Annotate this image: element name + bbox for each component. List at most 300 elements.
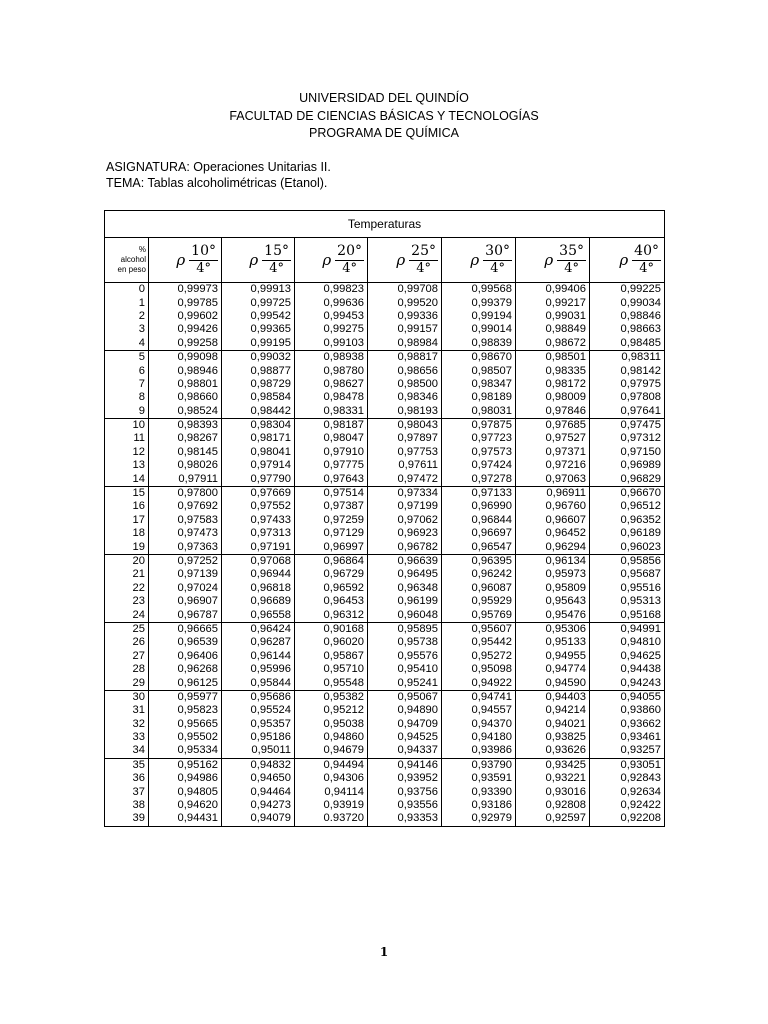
density-cell: 0,95476	[516, 608, 590, 622]
table-row	[105, 718, 665, 731]
table-row	[105, 650, 665, 663]
density-cell: 0,96242	[442, 568, 516, 581]
percent-cell: 19	[105, 540, 149, 554]
density-cell: 0,98663	[590, 323, 665, 336]
density-cell: 0,95844	[222, 676, 295, 690]
asignatura-line	[106, 159, 331, 175]
density-cell: 0,96689	[222, 595, 295, 608]
percent-cell: 38	[105, 799, 149, 812]
percent-cell: 12	[105, 446, 149, 459]
density-cell: 0,98193	[368, 405, 442, 419]
density-cell: 0,97911	[149, 472, 222, 486]
temperature-fraction	[262, 243, 291, 277]
density-cell: 0,96512	[590, 500, 665, 513]
rho-symbol: ρ	[176, 251, 186, 269]
density-cell: 0,95769	[442, 608, 516, 622]
density-cell: 0,93860	[590, 704, 665, 717]
density-cell: 0,96639	[368, 554, 442, 568]
density-cell: 0,94810	[590, 636, 665, 649]
density-cell: 0,97527	[516, 432, 590, 445]
density-cell: 0,97062	[368, 514, 442, 527]
density-cell: 0,94243	[590, 676, 665, 690]
density-cell: 0,93425	[516, 758, 590, 772]
density-cell: 0,99568	[442, 283, 516, 297]
table-row	[105, 704, 665, 717]
density-cell: 0,95516	[590, 582, 665, 595]
density-cell: 0,94557	[442, 704, 516, 717]
density-cell: 0,93461	[590, 731, 665, 744]
density-cell: 0,97723	[442, 432, 516, 445]
density-cell: 0,97424	[442, 459, 516, 472]
column-header-row	[105, 238, 665, 283]
density-cell: 0,92808	[516, 799, 590, 812]
density-cell: 0,98839	[442, 337, 516, 351]
density-cell: 0,95442	[442, 636, 516, 649]
density-cell: 0,96547	[442, 540, 516, 554]
density-header-1	[222, 238, 295, 283]
percent-symbol: %	[138, 245, 146, 254]
density-cell: 0,97475	[590, 418, 665, 432]
table-row	[105, 459, 665, 472]
density-cell: 0,96907	[149, 595, 222, 608]
density-cell: 0,98171	[222, 432, 295, 445]
density-cell: 0,93790	[442, 758, 516, 772]
table-row	[105, 337, 665, 351]
percent-cell: 5	[105, 350, 149, 364]
density-cell: 0,99157	[368, 323, 442, 336]
percent-cell: 23	[105, 595, 149, 608]
percent-cell: 36	[105, 772, 149, 785]
density-cell: 0,95643	[516, 595, 590, 608]
density-cell: 0,96424	[222, 622, 295, 636]
temperature-numerator: 30°	[485, 243, 510, 259]
percent-cell: 39	[105, 812, 149, 826]
table-row	[105, 744, 665, 758]
density-cell: 0,97433	[222, 514, 295, 527]
density-cell: 0,95212	[295, 704, 368, 717]
density-cell: 0,97278	[442, 472, 516, 486]
table-row	[105, 527, 665, 540]
density-header-5	[516, 238, 590, 283]
temperature-numerator: 10°	[191, 243, 216, 259]
density-cell: 0,97150	[590, 446, 665, 459]
temperature-numerator: 25°	[411, 243, 436, 259]
table-row	[105, 785, 665, 798]
page-number: 1	[379, 945, 389, 959]
density-cell: 0,90168	[295, 622, 368, 636]
density-cell: 0,99194	[442, 310, 516, 323]
density-cell: 0,95823	[149, 704, 222, 717]
density-cell: 0,98801	[149, 378, 222, 391]
percent-cell: 28	[105, 663, 149, 676]
density-cell: 0,97312	[590, 432, 665, 445]
density-cell: 0,93919	[295, 799, 368, 812]
percent-cell: 35	[105, 758, 149, 772]
density-cell: 0,93353	[368, 812, 442, 826]
density-cell: 0,94114	[295, 785, 368, 798]
density-cell: 0,96453	[295, 595, 368, 608]
density-cell: 0,99225	[590, 283, 665, 297]
density-cell: 0,96539	[149, 636, 222, 649]
density-cell: 0,98817	[368, 350, 442, 364]
percent-cell: 16	[105, 500, 149, 513]
density-cell: 0,94679	[295, 744, 368, 758]
density-cell: 0,94991	[590, 622, 665, 636]
tema-value: Tablas alcoholimétricas (Etanol).	[147, 176, 328, 190]
percent-cell: 13	[105, 459, 149, 472]
alcohol-word: alcohol	[120, 255, 146, 264]
density-cell: 0,96607	[516, 514, 590, 527]
percent-cell: 1	[105, 296, 149, 309]
density-cell: 0,94805	[149, 785, 222, 798]
density-cell: 0,96348	[368, 582, 442, 595]
density-cell: 0,97641	[590, 405, 665, 419]
temperature-fraction	[483, 243, 512, 277]
density-cell: 0,95186	[222, 731, 295, 744]
density-cell: 0,94774	[516, 663, 590, 676]
percent-cell: 6	[105, 364, 149, 377]
density-cell: 0,95548	[295, 676, 368, 690]
density-formula	[516, 243, 589, 277]
density-cell: 0,93626	[516, 744, 590, 758]
rho-symbol: ρ	[396, 251, 406, 269]
density-cell: 0,99913	[222, 283, 295, 297]
density-cell: 0,94955	[516, 650, 590, 663]
table-row	[105, 310, 665, 323]
temperature-denominator: 4°	[416, 261, 431, 276]
density-cell: 0,98041	[222, 446, 295, 459]
density-cell: 0,97583	[149, 514, 222, 527]
table-row	[105, 472, 665, 486]
density-cell: 0,94832	[222, 758, 295, 772]
density-cell: 0,94494	[295, 758, 368, 772]
density-cell: 0,98984	[368, 337, 442, 351]
density-cell: 0,96944	[222, 568, 295, 581]
density-cell: 0,93986	[442, 744, 516, 758]
density-cell: 0,96048	[368, 608, 442, 622]
density-cell: 0,99032	[222, 350, 295, 364]
density-cell: 0,98656	[368, 364, 442, 377]
density-cell: 0,96199	[368, 595, 442, 608]
percent-cell: 8	[105, 391, 149, 404]
density-cell: 0,99542	[222, 310, 295, 323]
density-cell: 0,99014	[442, 323, 516, 336]
density-cell: 0,97472	[368, 472, 442, 486]
density-cell: 0,97685	[516, 418, 590, 432]
density-cell: 0,96287	[222, 636, 295, 649]
density-cell: 0,96189	[590, 527, 665, 540]
density-cell: 0,98524	[149, 405, 222, 419]
density-cell: 0,96312	[295, 608, 368, 622]
density-cell: 0,96760	[516, 500, 590, 513]
rho-symbol: ρ	[619, 251, 629, 269]
density-cell: 0,95867	[295, 650, 368, 663]
density-cell: 0,98026	[149, 459, 222, 472]
density-header-2	[295, 238, 368, 283]
density-cell: 0,93825	[516, 731, 590, 744]
temperature-denominator: 4°	[639, 261, 654, 276]
density-formula	[590, 243, 664, 277]
density-cell: 0,95738	[368, 636, 442, 649]
density-cell: 0,96020	[295, 636, 368, 649]
percent-cell: 22	[105, 582, 149, 595]
density-cell: 0,94021	[516, 718, 590, 731]
density-cell: 0,98485	[590, 337, 665, 351]
density-cell: 0,94438	[590, 663, 665, 676]
temperature-fraction	[632, 243, 661, 277]
density-cell: 0,98311	[590, 350, 665, 364]
density-formula	[222, 243, 294, 277]
density-cell: 0,94860	[295, 731, 368, 744]
density-cell: 0,97473	[149, 527, 222, 540]
percent-cell: 0	[105, 283, 149, 297]
density-cell: 0,97800	[149, 486, 222, 500]
density-cell: 0,94146	[368, 758, 442, 772]
table-row	[105, 514, 665, 527]
program-name: PROGRAMA DE QUÍMICA	[308, 126, 460, 140]
density-cell: 0,95241	[368, 676, 442, 690]
density-cell: 0,99785	[149, 296, 222, 309]
density-cell: 0,97313	[222, 527, 295, 540]
density-formula	[149, 243, 221, 277]
percent-cell: 20	[105, 554, 149, 568]
percent-cell: 9	[105, 405, 149, 419]
density-cell: 0,98501	[516, 350, 590, 364]
density-cell: 0,96864	[295, 554, 368, 568]
density-cell: 0,98031	[442, 405, 516, 419]
density-cell: 0,95334	[149, 744, 222, 758]
table-row	[105, 391, 665, 404]
density-cell: 0,96923	[368, 527, 442, 540]
density-formula	[295, 243, 367, 277]
density-cell: 0,95410	[368, 663, 442, 676]
density-cell: 0,98507	[442, 364, 516, 377]
density-cell: 0,98584	[222, 391, 295, 404]
density-cell: 0,98346	[368, 391, 442, 404]
density-cell: 0,98189	[442, 391, 516, 404]
density-cell: 0,97573	[442, 446, 516, 459]
percent-cell: 21	[105, 568, 149, 581]
density-cell: 0,98142	[590, 364, 665, 377]
density-cell: 0,93016	[516, 785, 590, 798]
density-cell: 0,99217	[516, 296, 590, 309]
density-cell: 0,95272	[442, 650, 516, 663]
table-row	[105, 486, 665, 500]
density-cell: 0,98347	[442, 378, 516, 391]
density-cell: 0,94337	[368, 744, 442, 758]
density-cell: 0,97808	[590, 391, 665, 404]
table-row	[105, 283, 665, 297]
density-cell: 0,97191	[222, 540, 295, 554]
temperature-denominator: 4°	[269, 261, 284, 276]
percent-cell: 17	[105, 514, 149, 527]
density-cell: 0,97133	[442, 486, 516, 500]
density-cell: 0,97552	[222, 500, 295, 513]
tema-label: TEMA:	[106, 176, 145, 190]
density-cell: 0,92979	[442, 812, 516, 826]
density-cell: 0,96818	[222, 582, 295, 595]
temperature-denominator: 4°	[342, 261, 357, 276]
density-cell: 0,93390	[442, 785, 516, 798]
asignatura-label: ASIGNATURA:	[106, 160, 190, 174]
density-cell: 0,98172	[516, 378, 590, 391]
density-cell: 0,99275	[295, 323, 368, 336]
density-cell: 0,97669	[222, 486, 295, 500]
density-cell: 0,98187	[295, 418, 368, 432]
density-cell: 0,96697	[442, 527, 516, 540]
density-cell: 0,99258	[149, 337, 222, 351]
density-cell: 0,98660	[149, 391, 222, 404]
density-header-6	[590, 238, 665, 283]
percent-cell: 27	[105, 650, 149, 663]
density-cell: 0,92843	[590, 772, 665, 785]
rho-symbol: ρ	[322, 251, 332, 269]
density-header-3	[368, 238, 442, 283]
density-cell: 0,98729	[222, 378, 295, 391]
density-cell: 0,96023	[590, 540, 665, 554]
table-row	[105, 636, 665, 649]
density-cell: 0,93257	[590, 744, 665, 758]
density-cell: 0,94709	[368, 718, 442, 731]
density-cell: 0,98393	[149, 418, 222, 432]
density-cell: 0,98442	[222, 405, 295, 419]
density-cell: 0,94306	[295, 772, 368, 785]
subject-block	[106, 159, 331, 191]
density-cell: 0,98009	[516, 391, 590, 404]
density-cell: 0,99636	[295, 296, 368, 309]
density-cell: 0,97252	[149, 554, 222, 568]
density-cell: 0,99453	[295, 310, 368, 323]
percent-cell: 7	[105, 378, 149, 391]
table-body	[105, 283, 665, 827]
density-cell: 0,97611	[368, 459, 442, 472]
density-cell: 0,97897	[368, 432, 442, 445]
university-name: UNIVERSIDAD DEL QUINDÍO	[299, 91, 469, 105]
percent-cell: 10	[105, 418, 149, 432]
percent-cell: 33	[105, 731, 149, 744]
temperature-numerator: 20°	[337, 243, 362, 259]
density-cell: 0,96495	[368, 568, 442, 581]
percent-cell: 34	[105, 744, 149, 758]
percent-cell: 2	[105, 310, 149, 323]
density-cell: 0,97139	[149, 568, 222, 581]
density-cell: 0,95306	[516, 622, 590, 636]
density-cell: 0,99103	[295, 337, 368, 351]
density-cell: 0,95686	[222, 690, 295, 704]
density-cell: 0,98047	[295, 432, 368, 445]
density-cell: 0,95973	[516, 568, 590, 581]
density-cell: 0,95665	[149, 718, 222, 731]
density-cell: 0,93186	[442, 799, 516, 812]
density-cell: 0,92597	[516, 812, 590, 826]
faculty-name: FACULTAD DE CIENCIAS BÁSICAS Y TECNOLOGÍAS	[229, 108, 539, 123]
density-cell: 0,96670	[590, 486, 665, 500]
density-cell: 0,98938	[295, 350, 368, 364]
density-cell: 0,97371	[516, 446, 590, 459]
density-cell: 0,94986	[149, 772, 222, 785]
density-cell: 0,99379	[442, 296, 516, 309]
density-cell: 0,94180	[442, 731, 516, 744]
density-formula	[442, 243, 515, 277]
density-cell: 0,94741	[442, 690, 516, 704]
density-cell: 0,95856	[590, 554, 665, 568]
density-cell: 0,97790	[222, 472, 295, 486]
temperature-denominator: 4°	[490, 261, 505, 276]
percent-cell: 29	[105, 676, 149, 690]
density-cell: 0,95313	[590, 595, 665, 608]
density-cell: 0,94214	[516, 704, 590, 717]
density-cell: 0,97875	[442, 418, 516, 432]
density-cell: 0,97334	[368, 486, 442, 500]
density-header-0	[149, 238, 222, 283]
density-cell: 0,99426	[149, 323, 222, 336]
density-cell: 0,94079	[222, 812, 295, 826]
alcohol-density-table	[104, 210, 665, 827]
density-cell: 0,94590	[516, 676, 590, 690]
percent-cell: 24	[105, 608, 149, 622]
density-cell: 0,98877	[222, 364, 295, 377]
density-cell: 0,94464	[222, 785, 295, 798]
density-cell: 0,95038	[295, 718, 368, 731]
density-cell: 0,97068	[222, 554, 295, 568]
percent-cell: 37	[105, 785, 149, 798]
temperature-numerator: 40°	[634, 243, 659, 259]
density-cell: 0,96844	[442, 514, 516, 527]
density-cell: 0,96268	[149, 663, 222, 676]
density-cell: 0,97643	[295, 472, 368, 486]
density-cell: 0,98780	[295, 364, 368, 377]
density-cell: 0,96558	[222, 608, 295, 622]
temperature-fraction	[409, 243, 438, 277]
table-row	[105, 554, 665, 568]
density-cell: 0,99098	[149, 350, 222, 364]
density-cell: 0,97259	[295, 514, 368, 527]
percent-cell: 26	[105, 636, 149, 649]
density-cell: 0,96782	[368, 540, 442, 554]
density-cell: 0,96087	[442, 582, 516, 595]
temperature-fraction	[189, 243, 218, 277]
table-row	[105, 690, 665, 704]
density-cell: 0,94625	[590, 650, 665, 663]
density-cell: 0,99031	[516, 310, 590, 323]
rho-symbol: ρ	[249, 251, 259, 269]
table-row	[105, 799, 665, 812]
density-cell: 0,97753	[368, 446, 442, 459]
density-cell: 0,95098	[442, 663, 516, 676]
table-row	[105, 364, 665, 377]
density-cell: 0,99406	[516, 283, 590, 297]
temperature-denominator: 4°	[564, 261, 579, 276]
density-cell: 0,92422	[590, 799, 665, 812]
density-cell: 0,99823	[295, 283, 368, 297]
density-cell: 0,94403	[516, 690, 590, 704]
density-cell: 0,93662	[590, 718, 665, 731]
tema-line	[106, 175, 331, 191]
document-header	[0, 90, 768, 143]
density-cell: 0,95168	[590, 608, 665, 622]
density-cell: 0,92208	[590, 812, 665, 826]
percent-cell: 25	[105, 622, 149, 636]
density-cell: 0,99725	[222, 296, 295, 309]
density-cell: 0,96665	[149, 622, 222, 636]
density-cell: 0,98846	[590, 310, 665, 323]
density-cell: 0,97514	[295, 486, 368, 500]
table-row	[105, 568, 665, 581]
density-cell: 0,94370	[442, 718, 516, 731]
density-cell: 0,96294	[516, 540, 590, 554]
table-row	[105, 446, 665, 459]
density-cell: 0,96144	[222, 650, 295, 663]
